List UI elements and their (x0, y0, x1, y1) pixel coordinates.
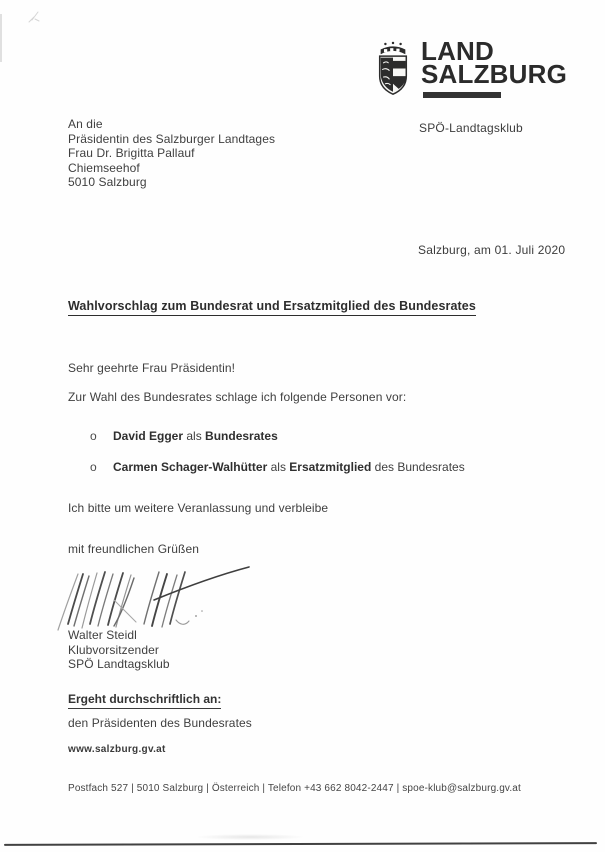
proposal-connector: als (267, 460, 290, 474)
scan-smudge-artifact (195, 834, 305, 840)
signer-org: SPÖ Landtagsklub (68, 657, 170, 671)
sender-organization: SPÖ-Landtagsklub (419, 121, 523, 135)
proposal-suffix: des Bundesrates (371, 460, 465, 474)
recipient-address-block (68, 117, 275, 190)
land-salzburg-logo (374, 36, 568, 98)
website-link: www.salzburg.gv.at (68, 744, 166, 755)
intro-sentence: Zur Wahl des Bundesrates schlage ich folgende Personen vor: (68, 390, 407, 404)
subject-line: Wahlvorschlag zum Bundesrat und Ersatzmitglied des Bundesrates (68, 299, 476, 316)
date-line: Salzburg, am 01. Juli 2020 (418, 243, 566, 257)
subject-line-wrap (68, 297, 476, 316)
scan-edge-artifact (0, 14, 2, 62)
handwritten-signature (56, 560, 256, 632)
address-line: Chiemseehof (68, 160, 140, 175)
signer-title: Klubvorsitzender (68, 642, 159, 657)
proposal-name: Carmen Schager-Walhütter (113, 460, 268, 474)
address-line: An die (68, 117, 103, 131)
cc-heading-wrap (68, 690, 221, 709)
cc-recipient: den Präsidenten des Bundesrates (68, 716, 252, 730)
proposal-role: Ersatzmitglied (289, 460, 372, 474)
proposal-text (113, 429, 278, 443)
signer-block (68, 628, 170, 672)
bullet-marker: o (90, 460, 97, 474)
logo-underbar (423, 92, 501, 98)
scan-bottom-edge-line (4, 842, 597, 846)
proposal-connector: als (183, 429, 206, 443)
proposal-item (90, 429, 278, 443)
proposal-name: David Egger (113, 429, 184, 443)
address-line: Frau Dr. Brigitta Pallauf (68, 146, 195, 160)
cc-heading: Ergeht durchschriftlich an: (68, 692, 221, 709)
signer-name: Walter Steidl (68, 628, 137, 642)
salzburg-coat-of-arms-icon (374, 40, 412, 97)
address-line: Präsidentin des Salzburger Landtages (68, 131, 276, 146)
closing-request: Ich bitte um weitere Veranlassung und verbleibe (68, 501, 329, 515)
logo-wordmark-line1: LAND (421, 36, 495, 66)
proposal-text (113, 460, 465, 474)
proposal-role: Bundesrates (205, 429, 278, 443)
bullet-marker: o (90, 429, 97, 443)
address-line: 5010 Salzburg (68, 175, 147, 189)
proposal-item (90, 460, 465, 474)
logo-wordmark-line2: SALZBURG (421, 59, 568, 89)
corner-pen-mark (26, 8, 48, 28)
footer-contact-line: Postfach 527 | 5010 Salzburg | Österreich | Telefon +43 662 8042-2447 | spoe-klub@salzburg.gv.at (68, 783, 521, 794)
closing-greeting: mit freundlichen Grüßen (68, 542, 200, 556)
salutation: Sehr geehrte Frau Präsidentin! (68, 361, 236, 375)
